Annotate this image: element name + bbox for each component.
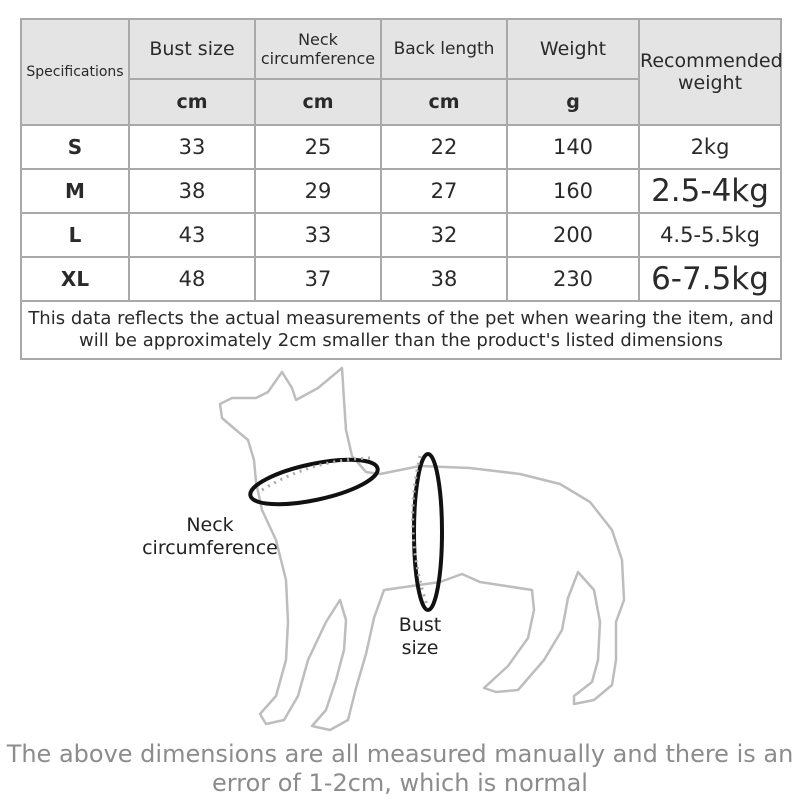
back-cell: 27 (381, 169, 507, 213)
weight-unit: g (507, 79, 639, 125)
bust-ring (414, 454, 442, 610)
footer-note: The above dimensions are all measured manually and there is an error of 1-2cm, which is normal (6, 740, 794, 797)
bust-size-label: Bust size (398, 614, 442, 659)
neck-cell: 37 (255, 257, 381, 301)
size-cell: M (21, 169, 129, 213)
weight-cell: 140 (507, 125, 639, 169)
weight-cell: 230 (507, 257, 639, 301)
weight-cell: 200 (507, 213, 639, 257)
dog-outline-illustration (0, 360, 800, 740)
back-unit: cm (381, 79, 507, 125)
weight-cell: 160 (507, 169, 639, 213)
recommended-cell: 4.5-5.5kg (639, 213, 781, 257)
back-cell: 32 (381, 213, 507, 257)
recommended-cell: 2.5-4kg (639, 169, 781, 213)
neck-circumference-label: Neck circumference (142, 514, 278, 559)
size-cell: S (21, 125, 129, 169)
back-cell: 38 (381, 257, 507, 301)
measurement-diagram (0, 360, 800, 740)
recommended-cell: 2kg (639, 125, 781, 169)
table-row (21, 257, 781, 301)
measurement-note: This data reflects the actual measurements of the pet when wearing the item, and will be approximately 2cm smaller than the product's listed dimensions (21, 301, 781, 359)
neck-cell: 25 (255, 125, 381, 169)
neck-circumference-header: Neck circumference (255, 19, 381, 79)
bust-cell: 38 (129, 169, 255, 213)
table-row (21, 213, 781, 257)
neck-unit: cm (255, 79, 381, 125)
recommended-cell: 6-7.5kg (639, 257, 781, 301)
back-cell: 22 (381, 125, 507, 169)
bust-unit: cm (129, 79, 255, 125)
bust-cell: 48 (129, 257, 255, 301)
size-cell: XL (21, 257, 129, 301)
back-length-header: Back length (381, 19, 507, 79)
recommended-weight-header: Recommended weight (639, 19, 781, 125)
table-row (21, 169, 781, 213)
bust-size-header: Bust size (129, 19, 255, 79)
size-chart-table (20, 18, 782, 360)
bust-cell: 33 (129, 125, 255, 169)
specifications-header: Specifications (21, 19, 129, 125)
bust-cell: 43 (129, 213, 255, 257)
neck-cell: 33 (255, 213, 381, 257)
neck-ring (247, 451, 382, 513)
weight-header: Weight (507, 19, 639, 79)
table-row (21, 125, 781, 169)
neck-cell: 29 (255, 169, 381, 213)
size-cell: L (21, 213, 129, 257)
